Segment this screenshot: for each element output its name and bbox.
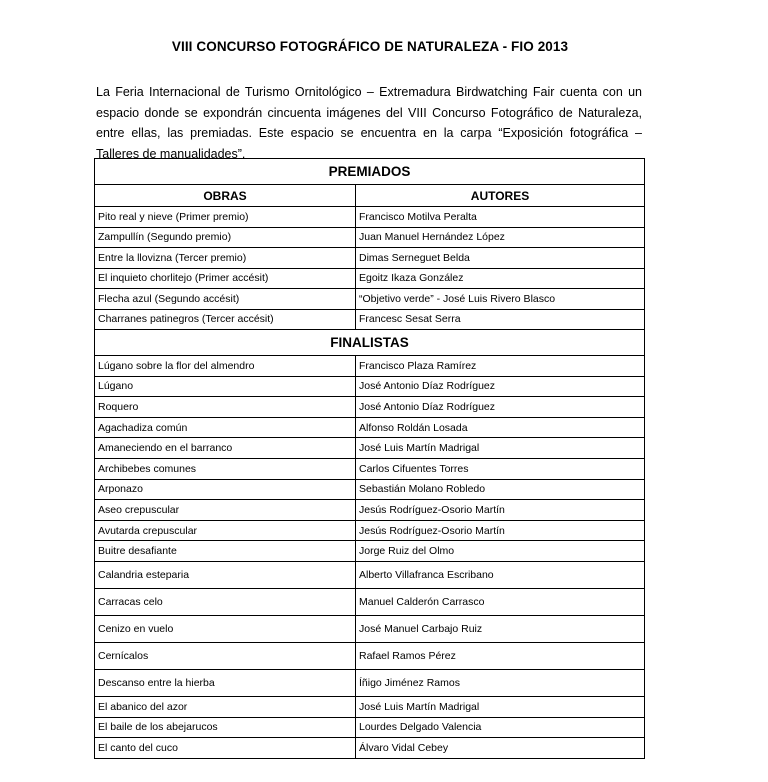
table-row: [95, 458, 645, 479]
autor-cell: Alberto Villafranca Escribano: [356, 561, 645, 588]
autor-cell: Lourdes Delgado Valencia: [356, 717, 645, 738]
obra-cell: Buitre desafiante: [95, 541, 356, 562]
table-row: [95, 356, 645, 377]
obra-cell: Calandria esteparia: [95, 561, 356, 588]
table-row: [95, 500, 645, 521]
obra-cell: Archibebes comunes: [95, 458, 356, 479]
table-row: [95, 642, 645, 669]
table-row: [95, 561, 645, 588]
obra-cell: Charranes patinegros (Tercer accésit): [95, 309, 356, 330]
table-row: [95, 417, 645, 438]
table-row: [95, 227, 645, 248]
obra-cell: Flecha azul (Segundo accésit): [95, 289, 356, 310]
autor-cell: José Antonio Díaz Rodríguez: [356, 376, 645, 397]
table-row: [95, 669, 645, 696]
obra-cell: El inquieto chorlitejo (Primer accésit): [95, 268, 356, 289]
autor-cell: Álvaro Vidal Cebey: [356, 738, 645, 759]
obra-cell: Zampullín (Segundo premio): [95, 227, 356, 248]
table-row: [95, 438, 645, 459]
autor-cell: José Manuel Carbajo Ruiz: [356, 615, 645, 642]
premiados-section: [95, 159, 645, 330]
results-table: [94, 158, 645, 759]
table-row: [95, 376, 645, 397]
table-row: [95, 397, 645, 418]
column-header-autores: AUTORES: [356, 185, 645, 207]
obra-cell: Lúgano: [95, 376, 356, 397]
autor-cell: Sebastián Molano Robledo: [356, 479, 645, 500]
obra-cell: Aseo crepuscular: [95, 500, 356, 521]
table-row: [95, 588, 645, 615]
autor-cell: Jesús Rodríguez-Osorio Martín: [356, 520, 645, 541]
premiados-heading: PREMIADOS: [95, 159, 645, 185]
table-row: [95, 289, 645, 310]
autor-cell: Manuel Calderón Carrasco: [356, 588, 645, 615]
table-row: [95, 309, 645, 330]
obra-cell: Entre la llovizna (Tercer premio): [95, 248, 356, 269]
table-row: [95, 207, 645, 228]
autor-cell: Rafael Ramos Pérez: [356, 642, 645, 669]
autor-cell: José Luis Martín Madrigal: [356, 696, 645, 717]
table-row: [95, 696, 645, 717]
autor-cell: Íñigo Jiménez Ramos: [356, 669, 645, 696]
table-row: [95, 248, 645, 269]
autor-cell: Alfonso Roldán Losada: [356, 417, 645, 438]
obra-cell: Cernícalos: [95, 642, 356, 669]
table-row: [95, 479, 645, 500]
obra-cell: Carracas celo: [95, 588, 356, 615]
table-row: [95, 615, 645, 642]
finalistas-heading: FINALISTAS: [95, 330, 645, 356]
autor-cell: Jesús Rodríguez-Osorio Martín: [356, 500, 645, 521]
autor-cell: Jorge Ruiz del Olmo: [356, 541, 645, 562]
finalistas-section: [95, 330, 645, 759]
autor-cell: Francisco Plaza Ramírez: [356, 356, 645, 377]
autor-cell: Carlos Cifuentes Torres: [356, 458, 645, 479]
obra-cell: El abanico del azor: [95, 696, 356, 717]
autor-cell: José Antonio Díaz Rodríguez: [356, 397, 645, 418]
intro-paragraph: La Feria Internacional de Turismo Ornitológico – Extremadura Birdwatching Fair cuenta con un espacio donde se expondrán cincuenta imágenes del VIII Concurso Fotográfico de Naturaleza, entre ellas, las premiadas. Este espacio se encuentra en la carpa “Exposición fotográfica – Talleres de manualidades”.: [96, 85, 642, 161]
obra-cell: Descanso entre la hierba: [95, 669, 356, 696]
autor-cell: José Luis Martín Madrigal: [356, 438, 645, 459]
autor-cell: Juan Manuel Hernández López: [356, 227, 645, 248]
obra-cell: El baile de los abejarucos: [95, 717, 356, 738]
table-row: [95, 738, 645, 759]
obra-cell: Amaneciendo en el barranco: [95, 438, 356, 459]
table-row: [95, 541, 645, 562]
obra-cell: Avutarda crepuscular: [95, 520, 356, 541]
autor-cell: “Objetivo verde” - José Luis Rivero Blasco: [356, 289, 645, 310]
autor-cell: Francisco Motilva Peralta: [356, 207, 645, 228]
autor-cell: Francesc Sesat Serra: [356, 309, 645, 330]
column-header-obras: OBRAS: [95, 185, 356, 207]
obra-cell: El canto del cuco: [95, 738, 356, 759]
table-row: [95, 520, 645, 541]
obra-cell: Cenizo en vuelo: [95, 615, 356, 642]
table-row: [95, 717, 645, 738]
obra-cell: Roquero: [95, 397, 356, 418]
table-row: [95, 268, 645, 289]
obra-cell: Lúgano sobre la flor del almendro: [95, 356, 356, 377]
obra-cell: Pito real y nieve (Primer premio): [95, 207, 356, 228]
page-title: VIII CONCURSO FOTOGRÁFICO DE NATURALEZA - FIO 2013: [171, 39, 569, 54]
autor-cell: Dimas Serneguet Belda: [356, 248, 645, 269]
autor-cell: Egoitz Ikaza González: [356, 268, 645, 289]
obra-cell: Arponazo: [95, 479, 356, 500]
obra-cell: Agachadiza común: [95, 417, 356, 438]
